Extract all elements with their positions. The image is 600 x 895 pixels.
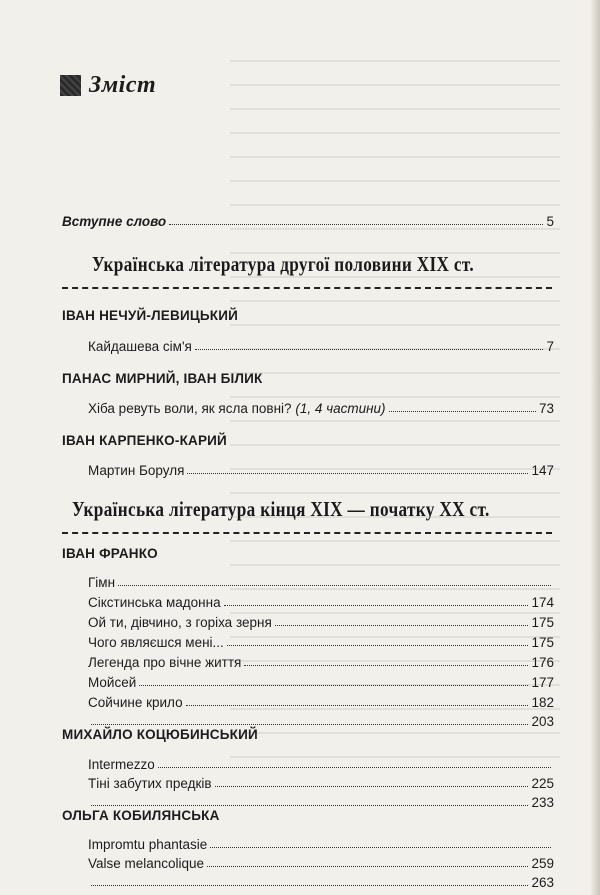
dot-leader bbox=[227, 645, 529, 646]
toc-entry-page: 177 bbox=[531, 675, 554, 690]
toc-entry bbox=[88, 690, 554, 710]
author-name: МИХАЙЛО КОЦЮБИНСЬКИЙ bbox=[62, 727, 258, 742]
toc-entry-page: 263 bbox=[531, 875, 554, 890]
dot-leader bbox=[91, 885, 528, 886]
toc-entry-title: Ой ти, дівчино, з горіха зерня bbox=[88, 615, 272, 630]
toc-entry-page: 174 bbox=[531, 595, 554, 610]
toc-entry-title: Сойчине крило bbox=[88, 695, 183, 710]
toc-entry-title: Легенда про вічне життя bbox=[88, 655, 242, 670]
dot-leader bbox=[224, 605, 529, 606]
toc-entry bbox=[88, 870, 554, 890]
toc-entry bbox=[88, 610, 554, 630]
dot-leader bbox=[215, 786, 529, 787]
toc-entry bbox=[88, 832, 554, 852]
page-edge bbox=[590, 0, 600, 895]
dot-leader bbox=[169, 224, 543, 225]
toc-entry-title: Мойсей bbox=[88, 675, 137, 690]
toc-entry bbox=[88, 650, 554, 670]
section-title: Українська література кінця XIX — початку XX ст. bbox=[72, 497, 490, 521]
toc-entry bbox=[88, 709, 554, 729]
toc-entry-title: Valse melancolique bbox=[88, 856, 205, 871]
dot-leader bbox=[139, 685, 528, 686]
dot-leader bbox=[207, 866, 528, 867]
toc-entry-page: 259 bbox=[531, 856, 554, 871]
dot-leader bbox=[244, 665, 528, 666]
toc-entry-title: Intermezzo bbox=[88, 757, 155, 772]
toc-entry-title: Сікстинська мадонна bbox=[88, 595, 221, 610]
dot-leader bbox=[187, 473, 528, 474]
author-name: ОЛЬГА КОБИЛЯНСЬКА bbox=[62, 808, 220, 823]
dot-leader bbox=[389, 411, 536, 412]
toc-entry-page: 5 bbox=[546, 214, 554, 229]
toc-entry-page: 147 bbox=[531, 463, 554, 478]
author-name: ІВАН КАРПЕНКО-КАРИЙ bbox=[62, 433, 227, 448]
dot-leader bbox=[210, 847, 551, 848]
square-bullet-icon bbox=[60, 75, 81, 96]
toc-entry bbox=[88, 752, 554, 772]
page-header bbox=[60, 72, 156, 99]
toc-entry-title: Кайдашева сім'я bbox=[88, 339, 192, 354]
author-name: ІВАН НЕЧУЙ-ЛЕВИЦЬКИЙ bbox=[62, 308, 239, 323]
toc-entry-page: 7 bbox=[546, 339, 554, 354]
page-title: Зміст bbox=[89, 72, 157, 98]
toc-entry bbox=[88, 851, 554, 871]
toc-entry-title: Вступне слово bbox=[62, 214, 167, 229]
section-divider bbox=[62, 532, 552, 534]
toc-entry-page: 233 bbox=[531, 795, 554, 810]
toc-entry-title: Тіні забутих предків bbox=[88, 776, 212, 791]
toc-entry-page: 225 bbox=[531, 776, 554, 791]
dot-leader bbox=[91, 724, 528, 725]
toc-entry-title: Impromtu phantasie bbox=[88, 837, 208, 852]
dot-leader bbox=[158, 767, 551, 768]
author-name: ІВАН ФРАНКО bbox=[62, 546, 158, 561]
toc-entry-title: Мартин Боруля bbox=[88, 463, 185, 478]
dot-leader bbox=[186, 705, 529, 706]
toc-entry bbox=[88, 458, 554, 478]
dot-leader bbox=[275, 625, 529, 626]
toc-entry-page: 182 bbox=[531, 695, 554, 710]
toc-entry bbox=[88, 334, 554, 354]
dot-leader bbox=[195, 349, 544, 350]
toc-entry-intro bbox=[62, 209, 554, 229]
dot-leader bbox=[91, 805, 528, 806]
section-divider bbox=[62, 287, 552, 289]
toc-entry-title: Гімн bbox=[88, 575, 116, 590]
toc-entry bbox=[88, 590, 554, 610]
toc-entry-title: Хіба ревуть воли, як ясла повні? (1, 4 частини) bbox=[88, 401, 386, 416]
toc-entry-page: 203 bbox=[531, 714, 554, 729]
toc-entry bbox=[88, 771, 554, 791]
toc-entry-page: 175 bbox=[531, 635, 554, 650]
toc-entry-title: Чого являєшся мені... bbox=[88, 635, 224, 650]
toc-entry bbox=[88, 570, 554, 590]
author-name: ПАНАС МИРНИЙ, ІВАН БІЛИК bbox=[62, 371, 263, 386]
toc-entry bbox=[88, 790, 554, 810]
toc-entry bbox=[88, 670, 554, 690]
toc-entry-page: 73 bbox=[538, 401, 554, 416]
toc-entry-page: 176 bbox=[531, 655, 554, 670]
toc-entry bbox=[88, 396, 554, 416]
dot-leader bbox=[118, 585, 551, 586]
toc-entry bbox=[88, 630, 554, 650]
toc-entry-page: 175 bbox=[531, 615, 554, 630]
section-title: Українська література другої половини XIX ст. bbox=[92, 252, 475, 276]
